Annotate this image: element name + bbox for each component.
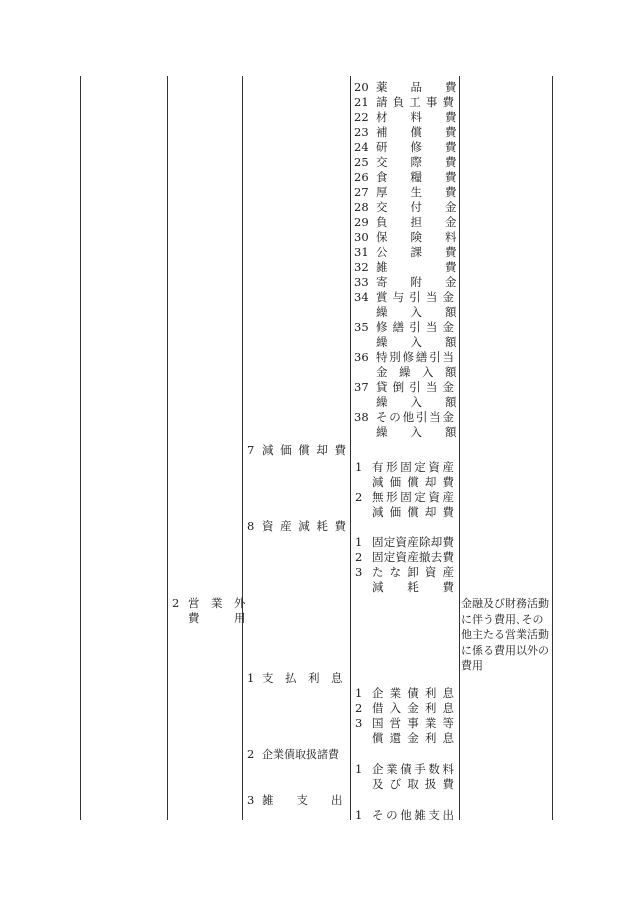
- item-number: 21: [354, 95, 369, 109]
- item-label: 厚 生 費: [376, 185, 457, 199]
- item-number: 35: [354, 320, 369, 334]
- item-label: 食 糧 費: [376, 170, 457, 184]
- item-number: 1: [355, 808, 363, 822]
- item-number: 3: [355, 716, 363, 730]
- item-label: 交 際 費: [376, 155, 457, 169]
- item-label: 薬 品 費: [376, 80, 457, 94]
- nonop-label-line2: 費 用: [188, 611, 246, 625]
- interest-label: 支 払 利 息: [262, 671, 343, 685]
- column-rule-6: [552, 76, 553, 820]
- item-label: 保 険 料: [376, 230, 457, 244]
- item-number: 32: [354, 260, 369, 274]
- item-number: 23: [354, 125, 369, 139]
- item-label: 固定資産除却費: [372, 535, 454, 549]
- item-label: 雑 費: [376, 260, 457, 274]
- category-number: 2: [172, 596, 180, 610]
- depletion-label: 資産減耗費: [262, 519, 346, 533]
- column-rule-2: [167, 76, 168, 820]
- item-label-line2: 減価償却費: [372, 475, 454, 489]
- item-label: 負 担 金: [376, 215, 457, 229]
- item-number: 25: [354, 155, 369, 169]
- item-number: 24: [354, 140, 369, 154]
- item-label: その他引当金: [376, 410, 454, 424]
- item-label: 材 料 費: [376, 110, 457, 124]
- item-label: 賞与引当金: [376, 290, 454, 304]
- item-label-line2: 繰 入 額: [376, 425, 457, 439]
- item-label: 寄 附 金: [376, 275, 457, 289]
- item-label: その他雑支出: [372, 808, 454, 822]
- item-number: 3: [355, 565, 363, 579]
- item-number: 8: [247, 519, 255, 533]
- item-number: 2: [355, 490, 363, 504]
- item-label: 貸倒引当金: [376, 380, 454, 394]
- item-label: 有形固定資産: [372, 460, 454, 474]
- item-number: 34: [354, 290, 369, 304]
- item-number: 1: [355, 686, 363, 700]
- item-number: 1: [355, 535, 363, 549]
- item-label: 特別修繕引当: [376, 350, 454, 364]
- item-number: 31: [354, 245, 369, 259]
- item-number: 36: [354, 350, 369, 364]
- column-rule-4: [350, 76, 351, 820]
- item-label: たな卸資産: [372, 565, 454, 579]
- item-number: 2: [355, 550, 363, 564]
- item-label-line2: 減価償却費: [372, 505, 454, 519]
- item-number: 27: [354, 185, 369, 199]
- item-label: 借入金利息: [372, 701, 454, 715]
- item-number: 1: [355, 460, 363, 474]
- bond-issue-label: 企業債取扱諸費: [262, 748, 339, 761]
- item-label-line2: 及び取扱費: [372, 777, 454, 791]
- item-label: 企業債手数料: [372, 762, 454, 776]
- item-number: 22: [354, 110, 369, 124]
- item-label: 公 課 費: [376, 245, 457, 259]
- item-label: 国営事業等: [372, 716, 454, 730]
- misc-expense-label: 雑 支 出: [262, 793, 343, 807]
- item-number: 1: [355, 762, 363, 776]
- item-number: 2: [247, 747, 255, 761]
- item-number: 30: [354, 230, 369, 244]
- item-number: 37: [354, 380, 369, 394]
- nonop-label: 営 業 外: [188, 596, 246, 610]
- item-number: 1: [247, 671, 255, 685]
- item-label: 修繕引当金: [376, 320, 454, 334]
- item-label: 請負工事費: [376, 95, 454, 109]
- item-label-line2: 繰 入 額: [376, 395, 457, 409]
- item-label-line2: 繰 入 額: [376, 305, 457, 319]
- item-number: 3: [247, 793, 255, 807]
- item-number: 33: [354, 275, 369, 289]
- item-number: 38: [354, 410, 369, 424]
- item-label-line2: 繰 入 額: [376, 335, 457, 349]
- column-rule-1: [80, 76, 81, 820]
- item-number: 29: [354, 215, 369, 229]
- item-label: 交 付 金: [376, 200, 457, 214]
- item-label: 研 修 費: [376, 140, 457, 154]
- item-number: 2: [355, 701, 363, 715]
- item-label: 補 償 費: [376, 125, 457, 139]
- depreciation-label: 減価償却費: [262, 443, 346, 457]
- item-label-line2: 金 繰 入 額: [376, 365, 457, 379]
- item-label-line2: 減 耗 費: [372, 580, 454, 594]
- item-label: 無形固定資産: [372, 490, 454, 504]
- item-number: 20: [354, 80, 369, 94]
- column-rule-5: [459, 76, 460, 820]
- item-number: 26: [354, 170, 369, 184]
- item-number: 28: [354, 200, 369, 214]
- item-label: 固定資産撤去費: [372, 550, 454, 564]
- column-rule-3: [242, 76, 243, 820]
- item-label: 企業債利息: [372, 686, 454, 700]
- item-number: 7: [247, 443, 255, 457]
- nonop-description: 金融及び財務活動に伴う費用､その他主たる営業活動に係る費用以外の費用: [461, 597, 549, 672]
- item-label-line2: 償還金利息: [372, 731, 454, 745]
